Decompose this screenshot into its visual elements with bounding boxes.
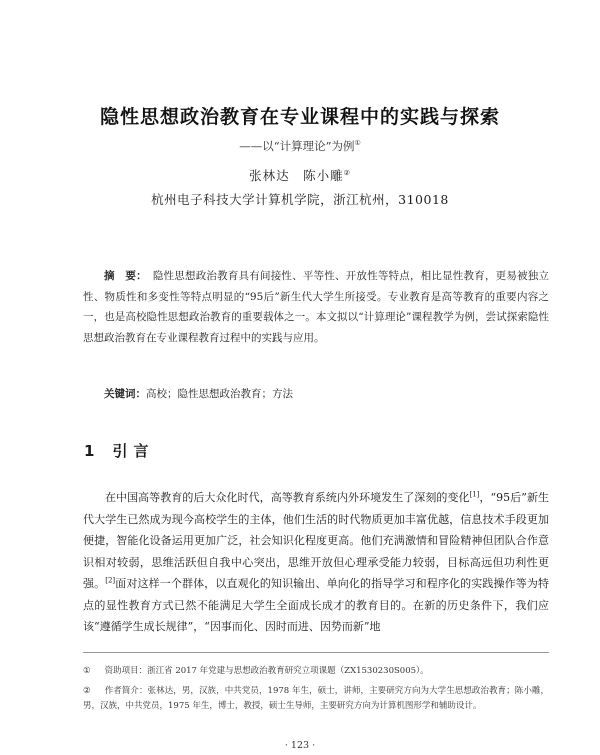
citation-1: [1]: [469, 490, 480, 499]
subtitle-text: ——以“计算理论”为例: [239, 139, 355, 153]
footnote-1-mark: ①: [83, 666, 91, 676]
page-number: · 123 ·: [284, 740, 316, 751]
footnote-2-text: 作者简介：张林达，男，汉族，中共党员，1978 年生，硕士，讲师，主要研究方向为大学生思想政治教育；陈小雕，男，汉族，中共党员，1975 年生，博士，教授，硕士生导师，主要研究方向为计算机图形学和辅助设计。: [83, 686, 550, 711]
footnote-divider: [83, 652, 549, 653]
abstract-label: 摘 要：: [104, 270, 147, 282]
authors-text: 张林达 陈小雕: [249, 168, 344, 183]
body-text-part-3: 面对这样一个群体，以直观化的知识输出、单向化的指导学习和程序化的实践操作等为特点的显性教育方式已然不能满足大学生全面成长成才的教育目的。在新的历史条件下，我们应该“遵循学生成长规律”，“因事而化、因时而进、因势而新”地: [83, 577, 549, 633]
footnote-2-mark: ②: [83, 686, 91, 696]
authors-footnote-mark: ②: [343, 168, 351, 177]
footnote-funding: [83, 664, 549, 679]
subtitle-footnote-mark: ①: [354, 139, 361, 148]
footnote-authors: [83, 684, 549, 714]
author-affiliation: 杭州电子科技大学计算机学院，浙江杭州，310018: [151, 192, 449, 207]
paper-title: 隐性思想政治教育在专业课程中的实践与探索: [99, 106, 500, 128]
paper-subtitle: [0, 138, 600, 154]
section-heading: [84, 440, 154, 461]
footnote-1-text: 资助项目：浙江省 2017 年党建与思想政治教育研究立项课题（ZX1530230S005）。: [104, 666, 429, 676]
body-paragraph: [83, 487, 549, 638]
abstract-text: 隐性思想政治教育具有间接性、平等性、开放性等特点，相比显性教育，更易被独立性、物质性和多变性等特点明显的“95后”新生代大学生所接受。专业教育是高等教育的重要内容之一，也是高校隐性思想政治教育的重要载体之一。本文拟以“计算理论”课程教学为例，尝试探索隐性思想政治教育在专业课程教育过程中的实践与应用。: [83, 270, 550, 344]
keywords-label: 关键词：: [104, 388, 146, 400]
keywords: [104, 384, 544, 404]
abstract: [83, 266, 549, 348]
section-title: 引言: [112, 442, 155, 460]
paper-authors: [0, 166, 600, 184]
body-text-part-2: ，“95后”新生代大学生已然成为现今高校学生的主体，他们生活的时代物质更加丰富优越，信息技术手段更加便捷，智能化设备运用更加广泛，社会知识化程度更高。他们充满激情和冒险精神但团队合作意识相对较弱，思维活跃但自我中心突出，思维开放但心理承受能力较弱，目标高远但功利性更强。: [83, 491, 549, 590]
keywords-text: 高校；隐性思想政治教育；方法: [146, 388, 293, 400]
section-number: 1: [84, 442, 101, 460]
body-text-part-1: 在中国高等教育的后大众化时代，高等教育系统内外环境发生了深刻的变化: [105, 491, 470, 504]
citation-2: [2]: [105, 576, 116, 585]
